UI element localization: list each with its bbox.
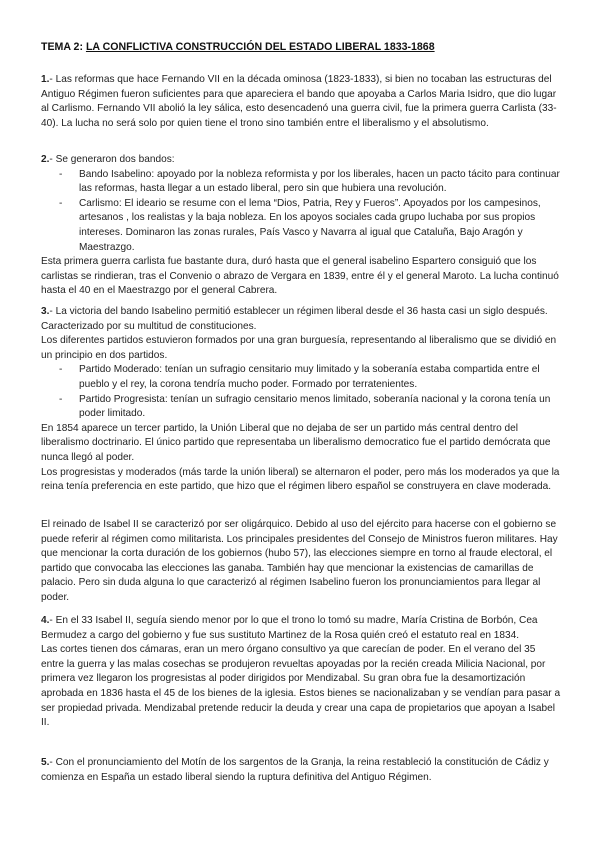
title-prefix: TEMA 2: bbox=[41, 41, 86, 53]
section-number: 3. bbox=[41, 306, 50, 317]
section-4 bbox=[41, 614, 561, 731]
section-number: 1. bbox=[41, 74, 50, 85]
party-list bbox=[41, 363, 561, 421]
section-number: 4. bbox=[41, 615, 50, 626]
section-paragraph: En 1854 aparece un tercer partido, la Unión Liberal que no dejaba de ser un partido más central dentro del liberalismo doctrinario. El único partido que representaba un liberalismo democratico fue el partido demócrata que nunca llegó al poder. bbox=[41, 422, 551, 463]
list-item: - Partido Progresista: tenían un sufragio censitario menos limitado, soberanía nacional y la corona tenía un poder limitado. bbox=[41, 393, 561, 422]
section-number: 5. bbox=[41, 757, 50, 768]
section-paragraph: Los diferentes partidos estuvieron formados por una gran burguesía, representando al liberalismo que se dividió en un principio en dos partidos. bbox=[41, 335, 557, 361]
list-item: - Carlismo: El ideario se resume con el lema “Dios, Patria, Rey y Fueros”. Apoyados por los campesinos, artesanos , los realistas y la baja nobleza. En los apoyos sociales cada grupo luchaba por sus propios intereses. Dominaron las zonas rurales, País Vasco y Navarra al igual que Cataluña, Bajo Aragón y Maestrazgo. bbox=[41, 197, 561, 255]
section-1 bbox=[41, 73, 561, 131]
section-paragraph bbox=[41, 614, 561, 643]
section-paragraph: Las cortes tienen dos cámaras, eran un mero órgano consultivo ya que carecían de poder. En el verano del 35 entre la guerra y las malas cosechas se produjeron revueltas apoyadas por la recién creada Milicia Nacional, por primera vez llegaron los progresistas al poder dirigidos por Mendizabal. Su gran obra fue la desamortización aprobada en 1836 hasta el 45 de los bienes de la iglesia. Estos bienes se nacionalizaban y se vendían para pasar a ser propiedad privada. Mendizabal pretende reducir la deuda y crear una capa de propietarios que apoyan a Isabel II. bbox=[41, 644, 561, 729]
section-intro-text: - Se generaron dos bandos: bbox=[49, 154, 175, 165]
section-3-regime: El reinado de Isabel II se caracterizó por ser oligárquico. Debido al uso del ejército para hacerse con el gobierno se puede referir al régimen como militarista. Los principales presidentes del Consejo de Ministros fueron militares. Hay que mencionar la corta duración de los gobiernos (hubo 57), las elecciones siempre en torno al fraude electoral, el partido que convocaba las elecciones las ganaba. También hay que mencionar la existencias de camarillas de palacio. Pero sin duda alguna lo que caracterizó al régimen Isabelino fueron los pronunciamientos para llegar al poder. bbox=[41, 519, 558, 603]
section-3 bbox=[41, 305, 561, 495]
section-number: 2. bbox=[41, 154, 50, 165]
section-text: - En el 33 Isabel II, seguía siendo menor por lo que el trono lo tomó su madre, María Cristina de Borbón, Cea Bermudez a cargo del gobierno y fue sus sustituto Martinez de la Rosa quién creó el estatuto real en 1834. bbox=[41, 615, 538, 641]
document-title bbox=[41, 40, 435, 55]
party-list bbox=[41, 168, 561, 256]
list-item: - Partido Moderado: tenían un sufragio censitario muy limitado y la soberanía estaba compartida entre el pueblo y el rey, la corona tendría mucho poder. Formado por terratenientes. bbox=[41, 363, 561, 392]
title-text: LA CONFLICTIVA CONSTRUCCIÓN DEL ESTADO LIBERAL 1833-1868 bbox=[85, 41, 435, 53]
section-2 bbox=[41, 153, 561, 299]
section-5 bbox=[41, 756, 561, 785]
section-paragraph bbox=[41, 305, 561, 334]
section-closing: Esta primera guerra carlista fue bastante dura, duró hasta que el general isabelino Espartero consiguió que los carlistas se rindieran, tras el Convenio o abrazo de Vergara en 1839, entre él y el general Maroto. La lucha continuó hasta el 40 en el Maestrazgo por el general Cabrera. bbox=[41, 256, 559, 297]
list-item: - Bando Isabelino: apoyado por la nobleza reformista y por los liberales, hacen un pacto tácito para continuar las reformas, hasta llegar a un estado liberal, pero sin que hubiera una revolución. bbox=[41, 168, 561, 197]
section-intro bbox=[41, 153, 561, 168]
section-paragraph: Los progresistas y moderados (más tarde la unión liberal) se alternaron el poder, pero más los moderados ya que la reina tenía preferencia en este partido, que hizo que el régimen libero español se construyera en clave moderada. bbox=[41, 466, 560, 493]
section-text: - Con el pronunciamiento del Motín de los sargentos de la Granja, la reina restableció la constitución de Cádiz y comienza en España un estado liberal siendo la ruptura definitiva del Antiguo Régimen. bbox=[41, 757, 549, 783]
section-text: - La victoria del bando Isabelino permitió establecer un régimen liberal desde el 36 hasta casi un siglo después. Caracterizado por su multitud de constituciones. bbox=[41, 306, 548, 332]
section-text: - Las reformas que hace Fernando VII en la década ominosa (1823-1833), si bien no tocaban las estructuras del Antiguo Régimen fueron suficientes para que apareciera el bando que apoyaba a Carlos Maria Isidro, que dio lugar al Carlismo. Fernando VII abolió la ley sálica, esto desencadenó una guerra civil, fue la primera guerra Carlista (33-40). La lucha no será solo por quien tiene el trono sino también entre el liberalismo y el absolutismo. bbox=[41, 74, 557, 129]
